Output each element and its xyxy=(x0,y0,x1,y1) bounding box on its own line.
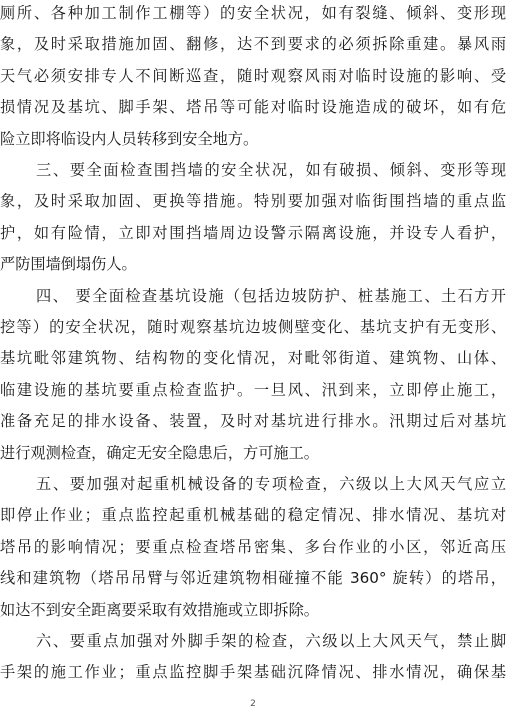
paragraph-first-line: 五、要加强对起重机械设备的专项检查，六级以上大风天气应立 xyxy=(36,475,506,493)
paragraph-first-line: 三、要全面检查围挡墙的安全状况，如有破损、倾斜、变形等现 xyxy=(36,161,506,179)
text-line: 护，如有险情，立即对围挡墙周边设警示隔离设施，并设专人看护， xyxy=(0,223,506,242)
text-line: 手架的施工作业；重点监控脚手架基础沉降情况、排水情况，确保基 xyxy=(0,663,506,682)
text-line: 象，及时采取加固、更换等措施。特别要加强对临街围挡墙的重点监 xyxy=(0,192,506,211)
text-line: 塔吊的影响情况；要重点检查塔吊密集、多台作业的小区，邻近高压 xyxy=(0,537,506,556)
text-line: 临建设施的基坑要重点检查监护。一旦风、汛到来，立即停止施工， xyxy=(0,380,506,399)
text-line: 如达不到安全距离要采取有效措施或立即拆除。 xyxy=(0,600,319,619)
text-line: 基坑毗邻建筑物、结构物的变化情况，对毗邻街道、建筑物、山体、 xyxy=(0,349,506,368)
text-line: 严防围墙倒塌伤人。 xyxy=(0,255,137,274)
text-line: 天气必须安排专人不间断巡查，随时观察风雨对临时设施的影响、受 xyxy=(0,66,506,85)
text-line: 即停止作业；重点监控起重机械基础的稳定情况、排水情况、基坑对 xyxy=(0,506,506,525)
paragraph-first-line: 四、 要全面检查基坑设施（包括边坡防护、桩基施工、土石方开 xyxy=(36,286,506,305)
text-line: 进行观测检查，确定无安全隐患后，方可施工。 xyxy=(0,443,319,462)
text-line: 厕所、各种加工制作工棚等）的安全状况，如有裂缝、倾斜、变形现 xyxy=(0,4,506,22)
text-line: 险立即将临设内人员转移到安全地方。 xyxy=(0,129,259,148)
paragraph-first-line: 六、要重点加强对外脚手架的检查，六级以上大风天气，禁止脚 xyxy=(36,632,506,650)
page-number: 2 xyxy=(250,699,256,709)
text-line: 损情况及基坑、脚手架、塔吊等可能对临时设施造成的破坏，如有危 xyxy=(0,98,506,117)
text-line: 挖等）的安全状况，随时观察基坑边坡侧壁变化、基坑支护有无变形、 xyxy=(0,318,506,336)
text-line: 象，及时采取措施加固、翻修，达不到要求的必须拆除重建。暴风雨 xyxy=(0,35,506,54)
text-line: 准备充足的排水设备、装置，及时对基坑进行排水。汛期过后对基坑 xyxy=(0,412,506,431)
text-line: 线和建筑物（塔吊吊臂与邻近建筑物相碰撞不能 360° 旋转）的塔吊， xyxy=(0,569,506,588)
